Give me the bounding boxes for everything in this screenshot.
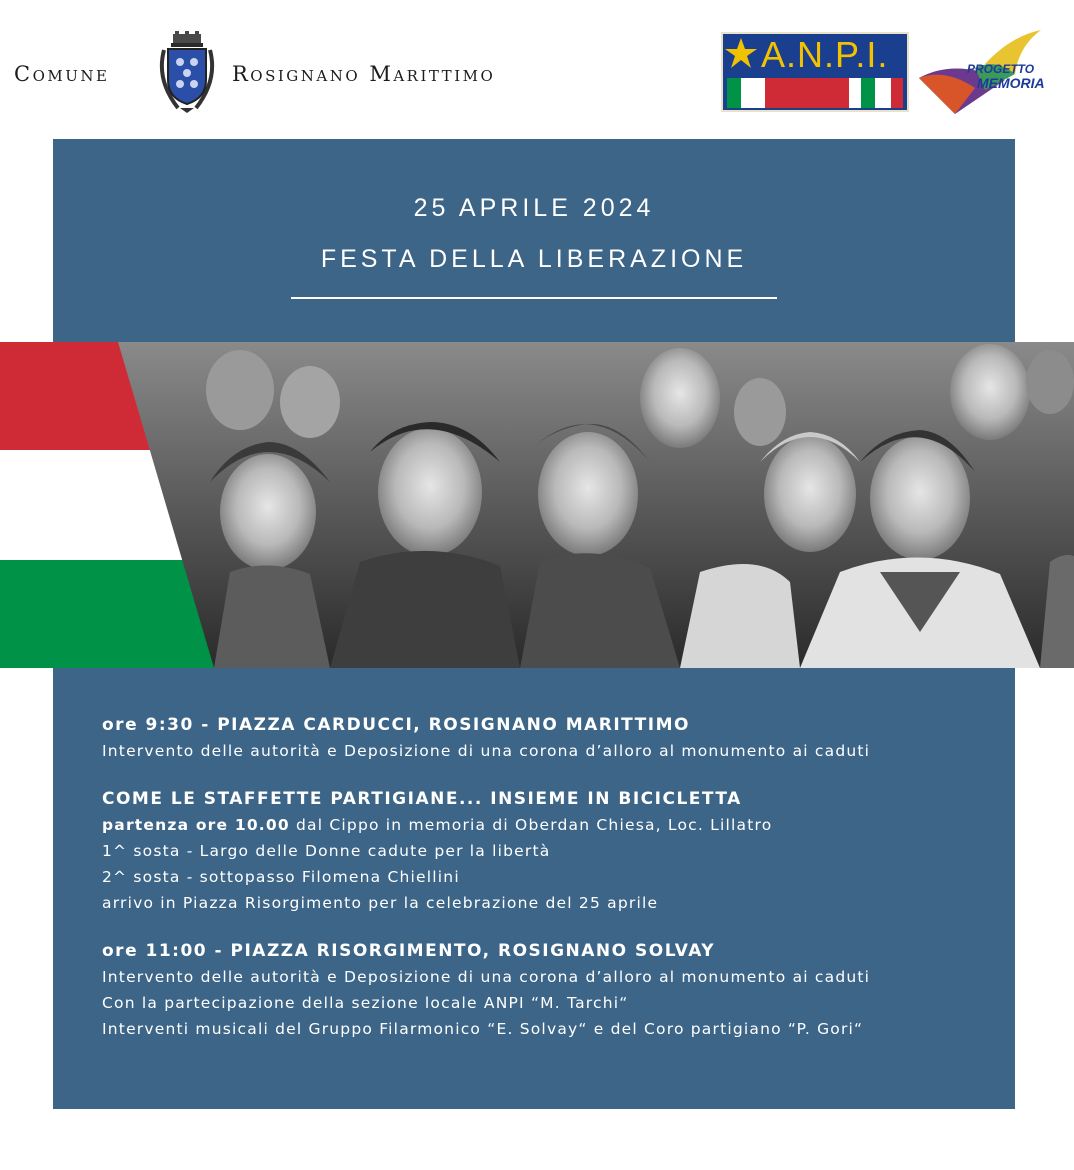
event3-heading: ore 11:00 - PIAZZA RISORGIMENTO, ROSIGNANO SOLVAY [102,941,716,961]
anpi-logo [721,32,909,112]
progetto-label: PROGETTO [967,62,1035,76]
progetto-memoria-logo [915,28,1055,116]
event1-heading: ore 9:30 - PIAZZA CARDUCCI, ROSIGNANO MARITTIMO [102,715,690,735]
event3-line1: Intervento delle autorità e Deposizione di una corona d’alloro al monumento ai caduti [102,968,871,986]
event2-line1 [102,816,772,834]
rosignano-label: Rosignano Marittimo [232,62,496,86]
event-title: FESTA DELLA LIBERAZIONE [320,245,748,273]
event1-line1: Intervento delle autorità e Deposizione di una corona d’alloro al monumento ai caduti [102,742,871,760]
event2-heading: COME LE STAFFETTE PARTIGIANE... INSIEME IN BICICLETTA [102,789,742,809]
comune-label: Comune [14,62,110,86]
event2-departure-time: partenza ore 10.00 [102,816,290,834]
historical-photo [118,342,1074,668]
memoria-label: MEMORIA [977,75,1045,91]
event2-line2: 1^ sosta - Largo delle Donne cadute per la libertà [102,842,551,860]
event3-line3: Interventi musicali del Gruppo Filarmonico “E. Solvay“ e del Coro partigiano “P. Gori“ [102,1020,864,1038]
event2-line3: 2^ sosta - sottopasso Filomena Chiellini [102,868,460,886]
event2-line4: arrivo in Piazza Risorgimento per la celebrazione del 25 aprile [102,894,659,912]
anpi-logo-text: A.N.P.I. [761,34,889,75]
event2-departure-place: dal Cippo in memoria di Oberdan Chiesa, Loc. Lillatro [289,816,773,834]
event3-line2: Con la partecipazione della sezione locale ANPI “M. Tarchi“ [102,994,629,1012]
flag-photo-banner [0,342,1074,668]
municipal-crest-icon [156,30,218,114]
title-divider [291,297,777,299]
event-date: 25 APRILE 2024 [413,194,655,222]
